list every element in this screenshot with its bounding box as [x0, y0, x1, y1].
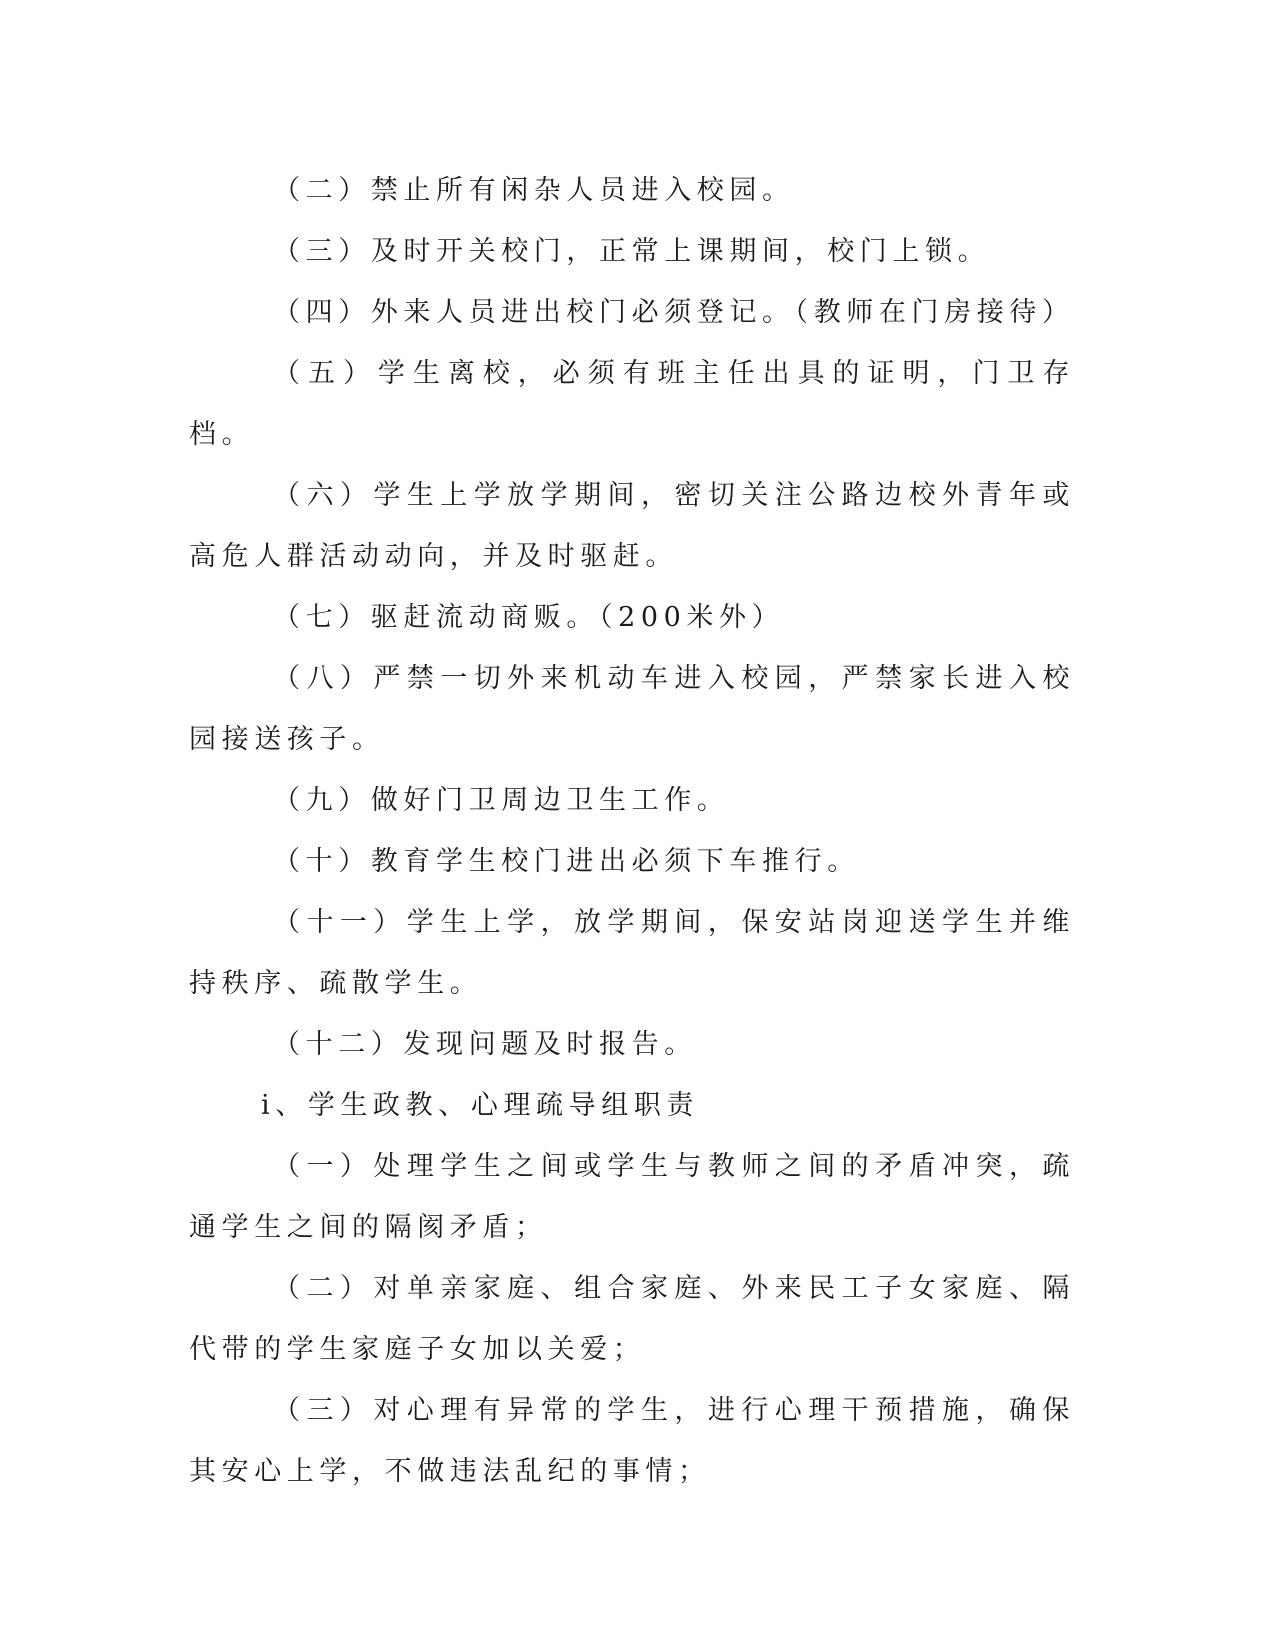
paragraph-item-6: （六）学生上学放学期间，密切关注公路边校外青年或高危人群活动动向，并及时驱赶。	[189, 480, 1075, 572]
paragraph-item-5: （五）学生离校，必须有班主任出具的证明，门卫存档。	[189, 358, 1075, 450]
paragraph-item-7: （七）驱赶流动商贩。（200米外）	[273, 602, 785, 633]
paragraph-item-11: （十一）学生上学，放学期间，保安站岗迎送学生并维持秩序、疏散学生。	[189, 907, 1075, 999]
paragraph-item-3: （三）及时开关校门，正常上课期间，校门上锁。	[273, 236, 991, 267]
paragraph-duty-1: （一）处理学生之间或学生与教师之间的矛盾冲突，疏通学生之间的隔阂矛盾；	[189, 1151, 1075, 1243]
paragraph-item-8: （八）严禁一切外来机动车进入校园，严禁家长进入校园接送孩子。	[189, 663, 1075, 755]
paragraph-item-4: （四）外来人员进出校门必须登记。（教师在门房接待）	[273, 297, 1075, 328]
paragraph-item-2: （二）禁止所有闲杂人员进入校园。	[273, 175, 795, 206]
paragraph-item-10: （十）教育学生校门进出必须下车推行。	[273, 846, 860, 877]
paragraph-item-12: （十二）发现问题及时报告。	[273, 1029, 697, 1060]
paragraph-item-9: （九）做好门卫周边卫生工作。	[273, 785, 730, 816]
section-heading: i、学生政教、心理疏导组职责	[261, 1090, 700, 1121]
paragraph-duty-3: （三）对心理有异常的学生，进行心理干预措施，确保其安心上学，不做违法乱纪的事情；	[189, 1395, 1075, 1487]
document-body	[189, 160, 1075, 1502]
paragraph-duty-2: （二）对单亲家庭、组合家庭、外来民工子女家庭、隔代带的学生家庭子女加以关爱；	[189, 1273, 1075, 1365]
